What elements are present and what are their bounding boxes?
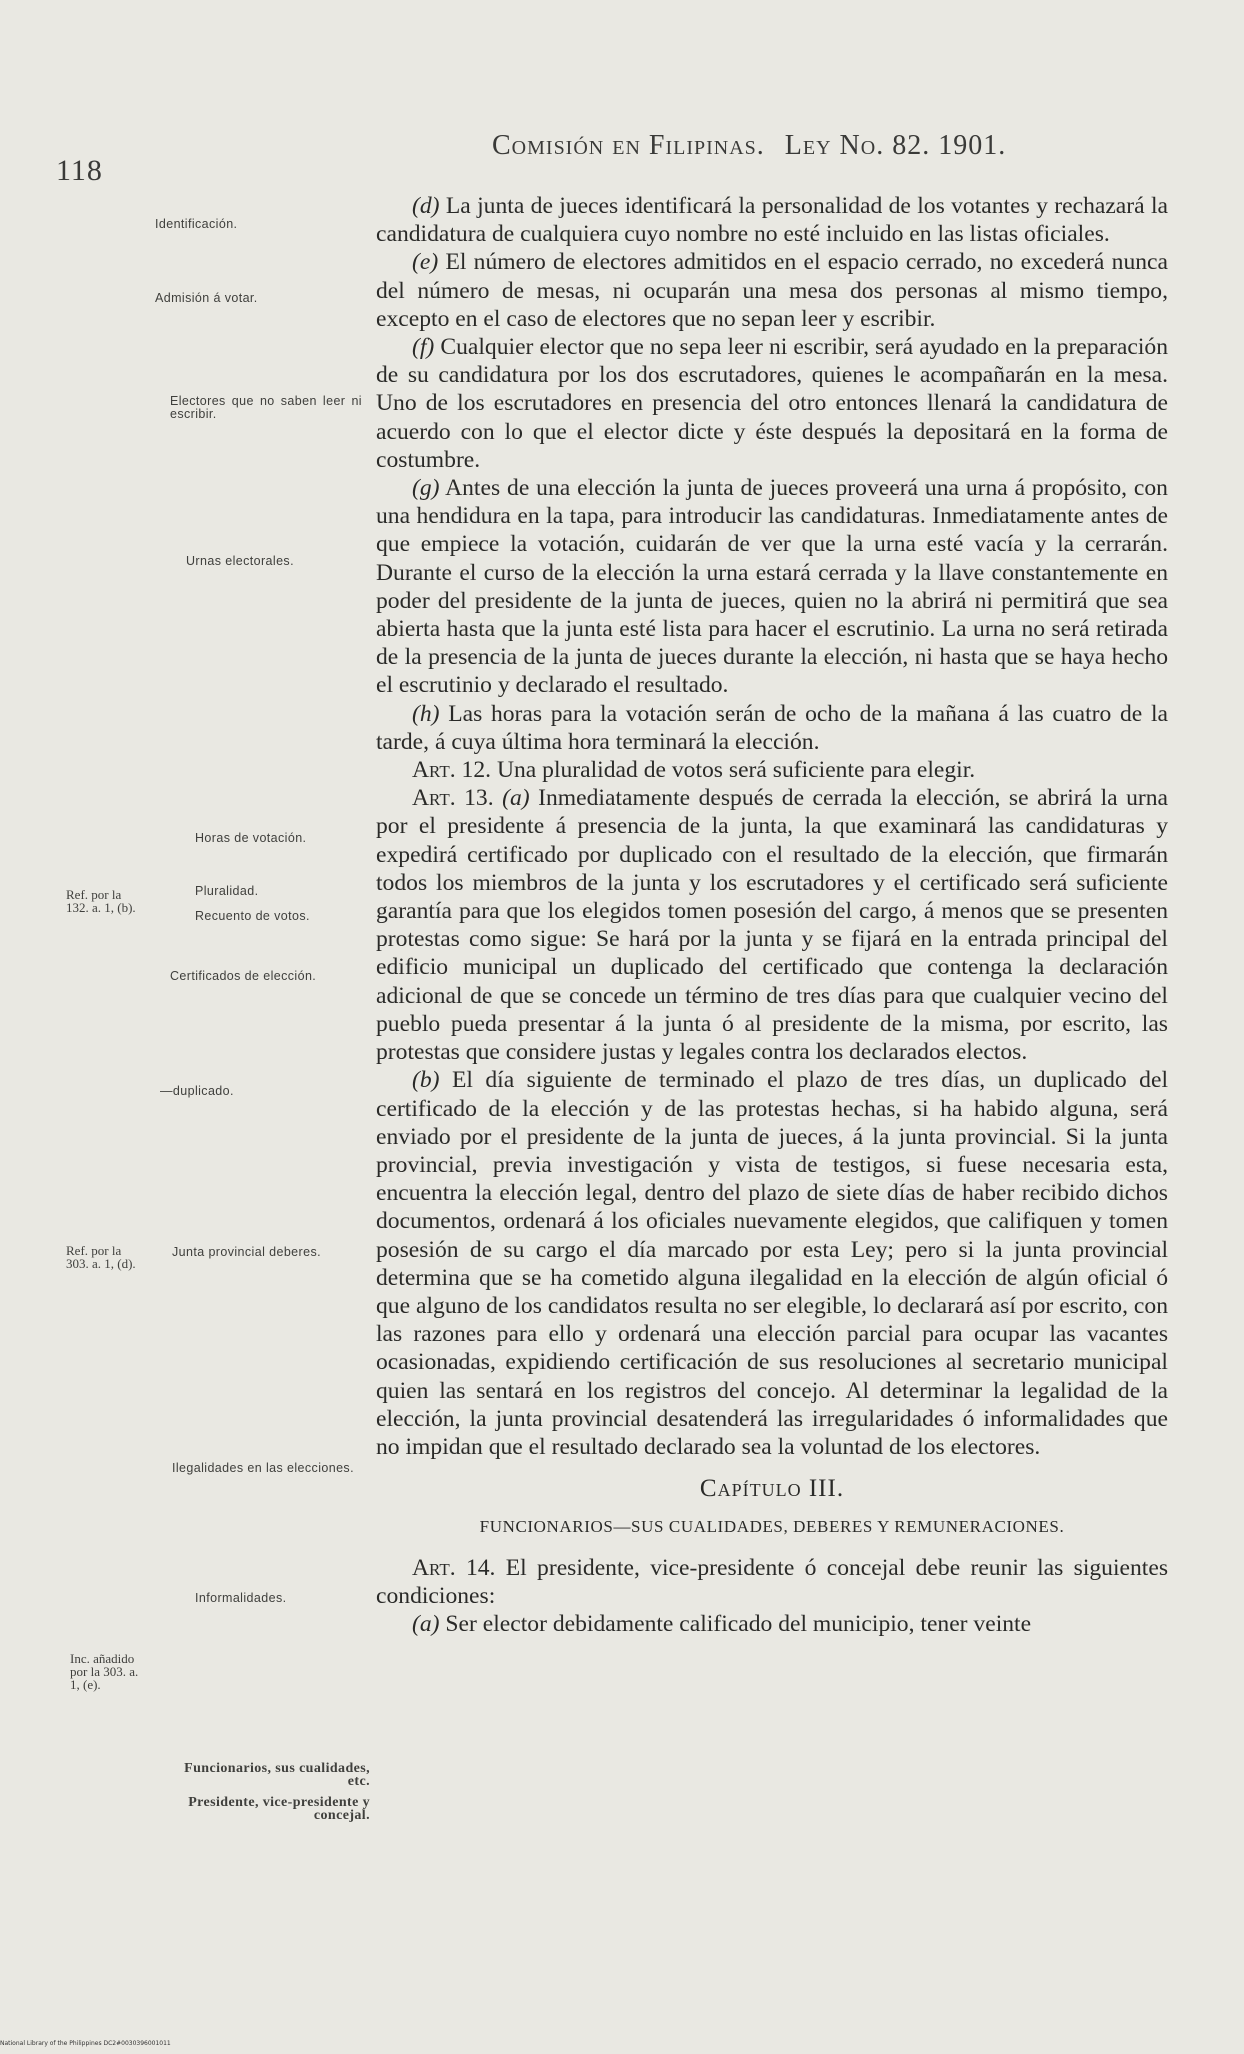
margin-note-electores: Electores que no saben leer ni escribir. (170, 394, 362, 421)
text-art14a: Ser elector debidamente calificado del municipio, tener veinte (445, 1610, 1032, 1637)
paragraph-g (376, 474, 1168, 700)
running-head-left: Comisión en Filipinas. (492, 130, 765, 161)
margin-note-urnas: Urnas electorales. (186, 554, 294, 568)
paragraph-art13b (376, 1066, 1168, 1461)
body-text (376, 192, 1168, 1638)
label-art13a: (a) (502, 785, 530, 812)
margin-note-pluralidad: Pluralidad. (195, 884, 259, 898)
margin-note-junta-provincial: Junta provincial deberes. (172, 1245, 321, 1259)
label-e: (e) (412, 249, 439, 276)
reference-note-3: Inc. añadido por la 303. a. 1, (e). (70, 1651, 139, 1692)
paragraph-h (376, 700, 1168, 756)
scan-footer: National Library of the Philippines DC2#0030396001011 (0, 2040, 171, 2047)
reference-note-1: Ref. por la 132. a. 1, (b). (66, 887, 136, 915)
margin-note-horas: Horas de votación. (195, 831, 307, 845)
text-art13a: Inmediatamente después de cerrada la elección, se abrirá la urna por el presidente á presencia de la junta, la que examinará las candidaturas y expedirá certificado por duplicado con el resultado de la elección, que firmarán todos los miembros de la junta y los escrutadores y el certificado será suficiente garantía para que los elegidos tomen posesión del cargo, á menos que se presenten protestas como sigue: Se hará por la junta y se fijará en la entrada principal del edificio municipal un duplicado del certificado que contenga la declaración adicional de que se concede un término de tres días para que cualquier vecino del pueblo pueda presentar á la junta ó al presidente de la misma, por escrito, las protestas que considere justas y legales contra los declarados electos. (376, 785, 1169, 1066)
label-f: (f) (412, 334, 435, 361)
label-art13: Art. 13. (412, 785, 494, 812)
label-art12: Art. 12. (412, 757, 492, 784)
margin-note-funcionarios: Funcionarios, sus cualidades, etc. (184, 1761, 370, 1789)
paragraph-f (376, 333, 1168, 474)
margin-note-presidente: Presidente, vice-presidente y concejal. (188, 1795, 370, 1823)
margin-note-identificacion: Identificación. (155, 217, 238, 231)
running-head-right: Ley No. 82. 1901. (784, 130, 1007, 161)
margin-note-certificados: Certificados de elección. (170, 969, 317, 983)
margin-note-duplicado: —duplicado. (160, 1084, 234, 1098)
paragraph-e (376, 248, 1168, 333)
margin-note-recuento: Recuento de votos. (195, 909, 310, 923)
chapter-title: Capítulo III. (699, 1475, 845, 1503)
margin-note-admision: Admisión á votar. (155, 291, 258, 305)
running-head (492, 130, 1018, 162)
paragraph-art12 (376, 756, 1168, 784)
margin-note-ilegalidades: Ilegalidades en las elecciones. (172, 1461, 354, 1475)
paragraph-d (376, 192, 1168, 248)
reference-note-2: Ref. por la 303. a. 1, (d). (66, 1243, 136, 1271)
chapter-subtitle: FUNCIONARIOS—SUS CUALIDADES, DEBERES Y REMUNERACIONES. (479, 1517, 1065, 1537)
label-art14: Art. 14. (412, 1554, 496, 1581)
text-h: Las horas para la votación serán de ocho de la mañana á las cuatro de la tarde, á cuya última hora terminará la elección. (376, 700, 1168, 755)
paragraph-art14a (376, 1610, 1168, 1638)
label-art14a: (a) (412, 1610, 440, 1637)
text-e: El número de electores admitidos en el espacio cerrado, no excederá nunca del número de mesas, ni ocuparán una mesa dos personas al mismo tiempo, excepto en el caso de electores que no sepan leer y escribir. (376, 249, 1168, 332)
paragraph-art13a (376, 784, 1168, 1066)
text-g: Antes de una elección la junta de jueces proveerá una urna á propósito, con una hendidura en la tapa, para introducir las candidaturas. Inmediatamente antes de que empiece la votación, cuidarán de ver que la urna esté vacía y la cerrarán. Durante el curso de la elección la urna estará cerrada y la llave constantemente en poder del presidente de la junta de jueces, quien no la abrirá ni permitirá que sea abierta hasta que la junta esté lista para hacer el escrutinio. La urna no será retirada de la presencia de la junta de jueces durante la elección, ni hasta que se haya hecho el escrutinio y declarado el resultado. (376, 475, 1168, 699)
label-d: (d) (412, 193, 440, 219)
text-art12: Una pluralidad de votos será suficiente para elegir. (496, 757, 976, 784)
text-art13b: El día siguiente de terminado el plazo de tres días, un duplicado del certificado de la elección y de las protestas hechas, si ha habido alguna, será enviado por el presidente de la junta de jueces, á la junta provincial. Si la junta provincial, previa investigación y vista de testigos, si fuese necesaria esta, encuentra la elección legal, dentro del plazo de siete días de haber recibido dichos documentos, ordenará á los oficiales nuevamente elegidos, que califiquen y tomen posesión de su cargo el día marcado por esta Ley; pero si la junta provincial determina que se ha cometido alguna ilegalidad en la elección de algún oficial ó que alguno de los candidatos resulta no ser elegible, lo declarará así por escrito, con las razones para ello y ordenará una elección parcial para ocupar las vacantes ocasionadas, expidiendo certificación de sus resoluciones al secretario municipal quien las sentará en los registros del concejo. Al determinar la legalidad de la elección, la junta provincial desatenderá las irregularidades ó informalidades que no impidan que el resultado declarado sea la voluntad de los electores. (376, 1067, 1168, 1460)
margin-note-informalidades: Informalidades. (195, 1591, 287, 1605)
label-art13b: (b) (412, 1067, 440, 1094)
text-f: Cualquier elector que no sepa leer ni escribir, será ayudado en la preparación de su candidatura por los dos escrutadores, quienes le acompañarán en la mesa. Uno de los escrutadores en presencia del otro entonces llenará la candidatura de acuerdo con lo que el elector dicte y éste después la depositará en la forma de costumbre. (376, 334, 1168, 473)
text-art14: El presidente, vice-presidente ó concejal debe reunir las siguientes condiciones: (376, 1554, 1169, 1609)
label-g: (g) (412, 475, 440, 502)
text-d: La junta de jueces identificará la personalidad de los votantes y rechazará la candidatura de cualquiera cuyo nombre no esté incluido en las listas oficiales. (376, 193, 1168, 248)
label-h: (h) (412, 700, 440, 727)
paragraph-art14 (376, 1554, 1168, 1610)
page-number: 118 (56, 154, 103, 187)
